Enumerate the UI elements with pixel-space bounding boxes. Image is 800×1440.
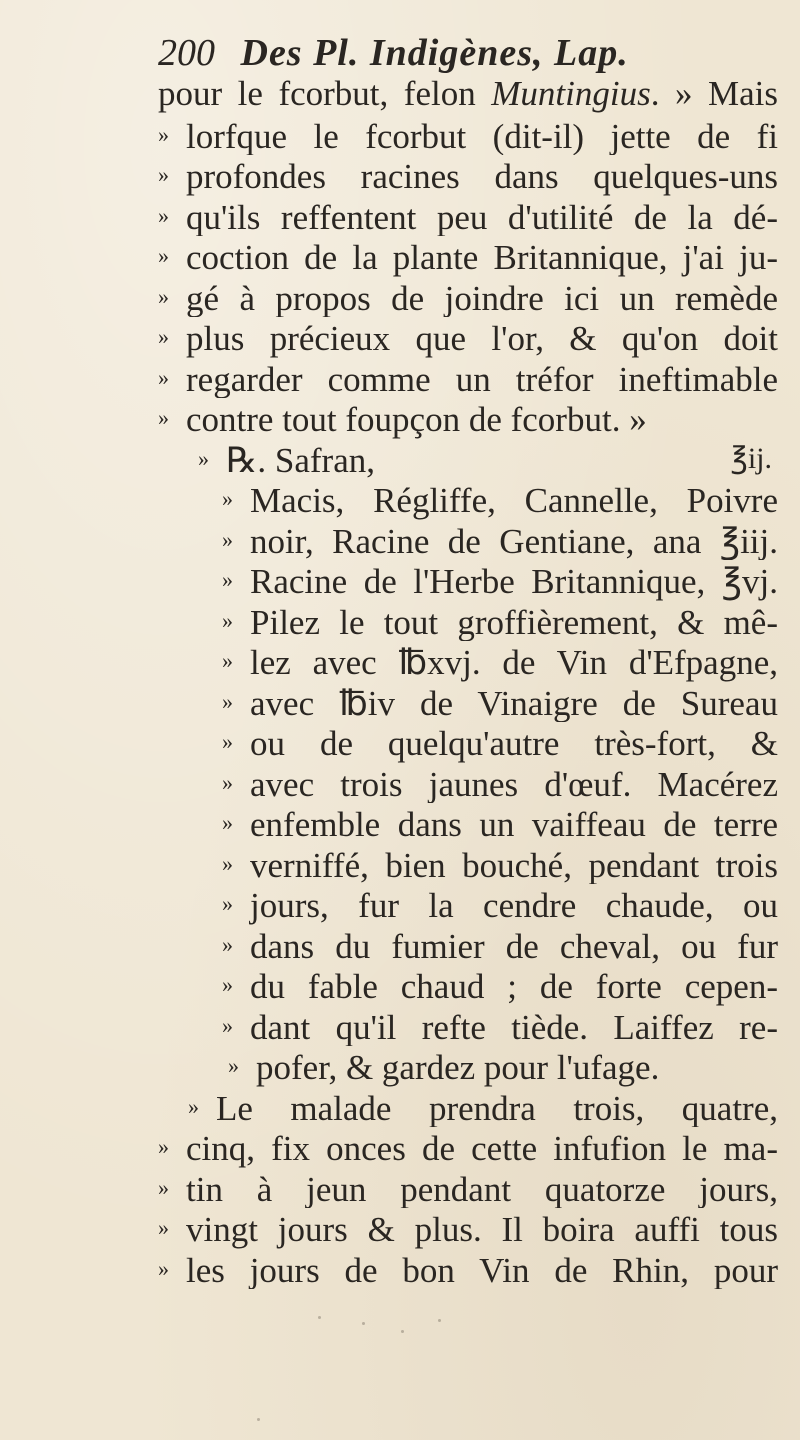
recipe-line: » lez avec ℔xvj. de Vin d'Efpagne, (222, 643, 778, 682)
recipe-line: » ou de quelqu'autre très-fort, & (222, 724, 778, 763)
text-line: » profondes racines dans quelques-uns (158, 157, 778, 196)
recipe-line: » dans du fumier de cheval, ou fur (222, 926, 778, 965)
text-line: » plus précieux que l'or, & qu'on doit (158, 319, 778, 358)
quote-mark: » (222, 486, 233, 511)
quote-mark: » (158, 405, 169, 430)
text-line: » contre tout foupçon de fcorbut. » (158, 400, 647, 439)
paper-speck (257, 1418, 260, 1421)
recipe-line: » verniffé, bien bouché, pendant trois (222, 845, 778, 884)
paragraph-line: » cinq, fix onces de cette infufion le ma- (158, 1129, 778, 1168)
text-line: » qu'ils reffentent peu d'utilité de la dé- (158, 197, 778, 236)
quote-mark: » (222, 891, 233, 916)
recipe-line: » jours, fur la cendre chaude, ou (222, 886, 778, 925)
quote-mark: » (222, 648, 233, 673)
recipe-line: » enfemble dans un vaiffeau de terre (222, 805, 778, 844)
author-name: Muntingius (491, 74, 651, 113)
paragraph-line: » Le malade prendra trois, quatre, (188, 1088, 778, 1127)
page-number: 200 (158, 32, 215, 74)
quote-mark: » (158, 1215, 169, 1240)
recipe-line: » dant qu'il refte tiède. Laiffez re- (222, 1007, 778, 1046)
recipe-line (158, 439, 778, 480)
quote-mark: » (158, 283, 169, 309)
recipe-label: ℞. Safran, (226, 440, 375, 480)
text-line: » regarder comme un tréfor ineftimable (158, 359, 778, 398)
paper-speck (362, 1322, 365, 1325)
quote-mark: » (222, 526, 233, 552)
recipe-line: » avec ℔iv de Vinaigre de Sureau (222, 683, 778, 722)
quote-mark: » (222, 769, 233, 795)
quote-mark: » (158, 202, 169, 228)
quote-mark: » (222, 567, 233, 592)
recipe-line: » pofer, & gardez pour l'ufage. (228, 1048, 660, 1087)
quote-mark: » (222, 850, 233, 876)
recipe-line: » Racine de l'Herbe Britannique, ℥vj. (222, 562, 778, 601)
quote-mark: » (158, 1255, 169, 1281)
recipe-line: » avec trois jaunes d'œuf. Macérez (222, 764, 778, 803)
text-line: » gé à propos de joindre ici un remède (158, 278, 778, 317)
quote-mark: » (228, 1053, 239, 1078)
recipe-line: » noir, Racine de Gentiane, ana ℥iij. (222, 521, 778, 560)
paragraph-line: » les jours de bon Vin de Rhin, pour (158, 1250, 778, 1289)
recipe-line: » Pilez le tout groffièrement, & mê- (222, 602, 778, 641)
paper-speck (318, 1316, 321, 1319)
quote-mark: » (222, 729, 233, 754)
quote-mark: » (188, 1093, 199, 1119)
text-line: pour le fcorbut, felon Muntingius. » Mais (158, 74, 778, 113)
quote-mark: » (222, 972, 233, 997)
paragraph-line: » tin à jeun pendant quatorze jours, (158, 1169, 778, 1208)
quote-mark: » (222, 688, 233, 714)
running-header (158, 28, 778, 78)
paper-speck (438, 1319, 441, 1322)
recipe-line: » du fable chaud ; de forte cepen- (222, 967, 778, 1006)
recipe-line: » Macis, Régliffe, Cannelle, Poivre (222, 481, 778, 520)
quote-mark: » (198, 445, 209, 471)
paper-speck (401, 1330, 404, 1333)
text-line: » lorfque le fcorbut (dit-il) jette de fi (158, 116, 778, 155)
quote-mark: » (158, 243, 169, 268)
paragraph-line: » vingt jours & plus. Il boira auffi tous (158, 1210, 778, 1249)
body-text (158, 74, 778, 1289)
quote-mark: » (158, 1134, 169, 1159)
quote-mark: » (158, 162, 169, 187)
running-title: Des Pl. Indigènes, Lap. (240, 32, 629, 74)
text-line: » coction de la plante Britannique, j'ai ju- (158, 238, 778, 277)
quote-mark: » (222, 607, 233, 633)
quote-mark: » (222, 810, 233, 835)
quote-mark: » (222, 931, 233, 957)
quote-mark: » (158, 121, 169, 147)
quote-mark: » (158, 1174, 169, 1200)
quote-mark: » (158, 324, 169, 349)
recipe-dose: ℥ij. (730, 441, 772, 475)
quote-mark: » (158, 364, 169, 390)
quote-mark: » (222, 1012, 233, 1038)
